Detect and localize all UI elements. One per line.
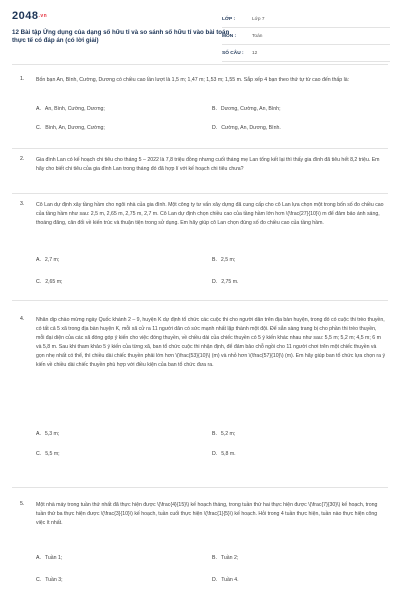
option-label: D. xyxy=(212,125,218,131)
option-label: D. xyxy=(212,279,218,285)
question-text: Bốn bạn An, Bình, Cường, Dương có chiều cao lần lượt là 1,5 m; 1,47 m; 1,53 m; 1,55 m. Sắp xếp 4 bạn theo thứ tự từ cao đến thấp là: xyxy=(36,77,350,83)
option-text: Bình, An, Dương, Cường; xyxy=(45,125,105,131)
meta-key: LỚP : xyxy=(222,16,236,22)
question-divider xyxy=(12,300,388,301)
option-label: A. xyxy=(36,257,41,263)
option-label: A. xyxy=(36,555,41,561)
option-label: D. xyxy=(212,451,218,457)
site-logo[interactable] xyxy=(12,10,47,22)
question-text: Gia đình Lan có kế hoạch chi tiêu cho tháng 5 – 2022 là 7,8 triệu đồng nhưng cuối tháng mẹ Lan tổng kết lại thì thấy gia đình đã tiêu hết 8,2 triệu. Em hãy cho biết chi tiêu của gia đình Lan trong tháng đó đã hợp lí với kế hoạch chi tiêu chưa? xyxy=(36,157,380,172)
option-text: 2,75 m. xyxy=(221,279,239,285)
meta-row-count xyxy=(222,45,390,62)
option-text: 2,7 m; xyxy=(44,257,60,263)
question-number: 1. xyxy=(20,76,25,82)
question-divider xyxy=(12,487,388,488)
answer-option[interactable] xyxy=(36,555,62,561)
meta-row-class xyxy=(222,11,390,28)
document-title: 12 Bài tập Ứng dụng của dạng số hữu tỉ và so sánh số hữu tỉ vào bài toán thực tế có đáp án (có lời giải) xyxy=(12,29,230,44)
answer-option[interactable] xyxy=(212,555,238,561)
option-text: An, Bình, Cường, Dương; xyxy=(44,106,105,112)
option-label: B. xyxy=(212,431,217,437)
answer-option[interactable] xyxy=(212,279,239,285)
question-divider xyxy=(12,148,388,149)
logo-tld: .vn xyxy=(38,13,48,20)
question-number: 3. xyxy=(20,201,25,207)
question-number: 4. xyxy=(20,316,25,322)
question-text: Một nhà máy trong tuần thứ nhất đã thực hiện được \(\frac{4}{15}\) kế hoạch tháng, trong tuần thứ hai thực hiện được \(\frac{7}{30}\) kế hoạch, trong tuần thứ ba thực hiện được \(\frac{3}{10}\) kế hoạch, tuần cuối thực hiện \(\frac{1}{5}\) kế hoạch. Hỏi trong 4 tuần thực hiện, tuần nào thực hiện công việc ít nhất. xyxy=(36,502,378,526)
option-text: Tuần 4. xyxy=(221,577,239,583)
option-text: Tuần 2; xyxy=(220,555,239,561)
question-divider xyxy=(12,64,388,65)
option-label: C. xyxy=(36,125,42,131)
question-divider xyxy=(12,193,388,194)
answer-option[interactable] xyxy=(212,431,235,437)
option-label: C. xyxy=(36,577,42,583)
answer-option[interactable] xyxy=(212,106,281,112)
meta-value: Toán xyxy=(252,33,263,39)
document-meta xyxy=(222,11,390,62)
option-label: C. xyxy=(36,279,42,285)
meta-value: Lớp 7 xyxy=(252,16,265,22)
answer-option[interactable] xyxy=(212,125,281,131)
question-text: Cô Lan dự định xây tầng hầm cho ngôi nhà của gia đình. Một công ty tư vấn xây dựng đã cung cấp cho cô Lan lựa chọn một trong bốn số đo chiều cao của tầng hầm như sau: 2,5 m, 2,65 m, 2,75 m, 2,7 m. Cô Lan dự định chọn chiều cao của tầng hầm lớn hơn \(\frac{27}{10}\) m để đảm bảo ánh sáng, thoáng đãng, cân đối về kiến trúc và thuận tiện trong sử dụng. Em hãy giúp cô Lan chọn đúng số đo chiều cao của tầng hầm. xyxy=(36,202,384,226)
answer-option[interactable] xyxy=(36,577,63,583)
answer-option[interactable] xyxy=(212,257,235,263)
answer-option[interactable] xyxy=(36,106,105,112)
meta-key: MÔN : xyxy=(222,33,237,39)
meta-row-subject xyxy=(222,28,390,45)
option-label: C. xyxy=(36,451,42,457)
answer-option[interactable] xyxy=(36,279,63,285)
question-number: 2. xyxy=(20,156,25,162)
option-text: 5,3 m; xyxy=(44,431,60,437)
question-text: Nhân dịp chào mừng ngày Quốc khánh 2 – 9, huyện K dự định tổ chức các cuộc thi cho người dân trên địa bàn huyện, trong đó có cuộc thi trèo thuyền, có tất cả 5 xã trong địa bàn huyện K, mỗi xã cử ra 11 người dân có sức mạnh nhất lập thành một đội. Để sẵn sàng trang bị cho phần thi trèo thuyền, mỗi đại diện của các xã đóng góp ý kiến cho việc đóng thuyền, về chiều dài của chiếc thuyền có 5 ý kiến khác nhau như sau: 5,5 m; 5,2 m; 4,5 m; 6 m và 5,8 m. Sau khi tham khảo 5 ý kiến của từng xã, ban tổ chức cuộc thi nhận định, để đảm bảo chỗ ngồi cho 11 người chơi trên một chiếc thuyền và gọn nhẹ nhất có thể, thì chiều dài chiếc thuyền phải lớn hơn \(\frac{53}{10}\) (m) và nhỏ hơn \(\frac{57}{10}\) (m). Em hãy giúp ban tổ chức lựa chọn ra ý kiến về chiều dài chiếc thuyền phù hợp với điều kiện của ban tổ chức đưa ra. xyxy=(36,317,386,368)
option-text: 5,5 m; xyxy=(45,451,60,457)
option-label: B. xyxy=(212,555,217,561)
logo-main: 2048 xyxy=(12,10,39,22)
answer-option[interactable] xyxy=(212,451,236,457)
answer-option[interactable] xyxy=(36,257,59,263)
option-label: B. xyxy=(212,106,217,112)
option-label: A. xyxy=(36,106,41,112)
option-text: Tuần 1; xyxy=(44,555,63,561)
answer-option[interactable] xyxy=(212,577,239,583)
meta-value: 12 xyxy=(252,50,258,56)
option-text: Tuần 3; xyxy=(45,577,63,583)
answer-option[interactable] xyxy=(36,125,105,131)
option-text: Dương, Cường, An, Bình; xyxy=(220,106,281,112)
option-label: B. xyxy=(212,257,217,263)
question-number: 5. xyxy=(20,501,25,507)
option-text: 2,65 m; xyxy=(45,279,63,285)
answer-option[interactable] xyxy=(36,431,59,437)
option-label: D. xyxy=(212,577,218,583)
option-text: Cường, An, Dương, Bình. xyxy=(221,125,281,131)
answer-option[interactable] xyxy=(36,451,60,457)
option-text: 5,8 m. xyxy=(221,451,236,457)
option-text: 5,2 m; xyxy=(220,431,236,437)
document-header xyxy=(0,0,400,58)
option-label: A. xyxy=(36,431,41,437)
meta-key: SỐ CÂU : xyxy=(222,50,244,56)
option-text: 2,5 m; xyxy=(220,257,236,263)
